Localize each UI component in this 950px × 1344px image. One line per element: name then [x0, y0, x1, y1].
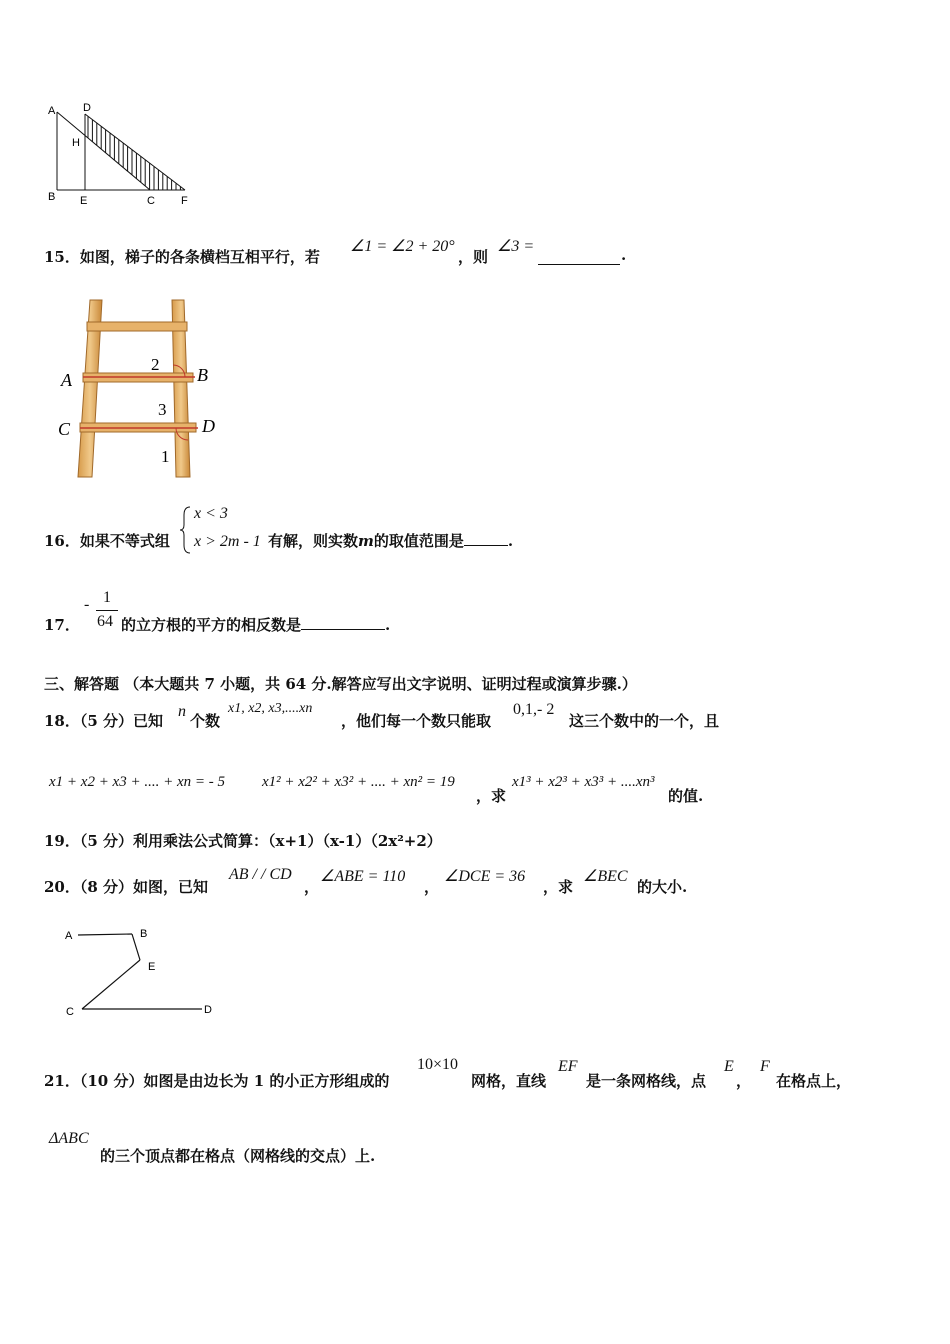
- q18-equation-squares: x1² + x2² + x3² + .... + xn² = 19: [262, 774, 455, 790]
- q15-answer-blank: [538, 250, 620, 265]
- q15-mid-text: ，则: [458, 248, 489, 266]
- q20-angle-dce: ∠DCE = 36: [444, 868, 526, 885]
- q18-ask-post: 的值.: [668, 787, 704, 805]
- q16-inequality-1: x < 3: [194, 505, 228, 522]
- q21-grid: 10×10: [417, 1056, 459, 1073]
- q17-minus: -: [84, 596, 90, 613]
- q17-numerator: 1: [103, 589, 111, 606]
- fig15-label-d: D: [202, 416, 215, 436]
- fig15-label-c: C: [58, 419, 71, 439]
- q15-prefix: 15．如图，梯子的各条横档互相平行，若: [44, 248, 320, 266]
- q16-end: .: [507, 532, 514, 550]
- q17-num: 17．: [44, 616, 80, 634]
- q20-parallel: AB / / CD: [229, 866, 292, 883]
- q15-ask-formula: ∠3 =: [497, 238, 535, 255]
- fig20-label-e: E: [148, 961, 156, 973]
- q15-end: .: [621, 246, 627, 264]
- question-19: 19．（5 分）利用乘法公式简算：（x+1）（x-1）（2x²+2）: [44, 832, 442, 850]
- fig20-label-c: C: [66, 1006, 74, 1018]
- q18-prefix: 18．（5 分）已知: [44, 712, 164, 730]
- q18-equation-sum: x1 + x2 + x3 + .... + xn = - 5: [49, 774, 225, 790]
- q21-text1: 网格，直线: [471, 1072, 547, 1090]
- q18-text2: ，他们每一个数只能取: [341, 712, 492, 730]
- q18-text3: 这三个数中的一个，且: [569, 712, 720, 730]
- q21-prefix: 21．（10 分）如图是由边长为 1 的小正方形组成的: [44, 1072, 390, 1090]
- q16-suffix-b: 的取值范围是: [373, 532, 464, 550]
- fig14-label-b: B: [48, 191, 56, 203]
- q16-brace: [180, 505, 192, 555]
- q20-angle-abe: ∠ABE = 110: [320, 868, 406, 885]
- section-3-title: 三、解答题 （本大题共 7 小题，共 64 分.解答应写出文字说明、证明过程或演算步骤.）: [44, 675, 637, 693]
- q20-prefix: 20．（8 分）如图，已知: [44, 878, 209, 896]
- fig20-label-d: D: [204, 1004, 212, 1016]
- q20-ask-post: 的大小.: [637, 878, 688, 896]
- fig20-label-a: A: [65, 930, 73, 942]
- fig15-label-3: 3: [158, 400, 167, 419]
- q20-angle-bec: ∠BEC: [583, 868, 628, 885]
- q17-denominator: 64: [97, 613, 113, 630]
- fig14-label-c: C: [147, 195, 155, 207]
- q16-suffix-a: 有解，则实数: [268, 532, 359, 550]
- q16-suffix: [268, 530, 513, 551]
- q16-inequality-2: x > 2m - 1: [194, 533, 261, 550]
- q20-comma-2: ，: [424, 878, 440, 896]
- fig14-label-h: H: [72, 137, 80, 149]
- fig15-label-b: B: [197, 365, 208, 385]
- q17-end: .: [385, 616, 391, 634]
- fig20-label-b: B: [140, 928, 148, 940]
- question-15: [44, 246, 320, 267]
- q17-text: [121, 614, 390, 635]
- q21-text2: 是一条网格线，点: [586, 1072, 707, 1090]
- q21-comma: ，: [736, 1072, 752, 1090]
- q20-ask-pre: ，求: [543, 878, 574, 896]
- q17-fraction-bar: [96, 610, 118, 611]
- figure-q14-shadow-triangles: [40, 100, 200, 210]
- q21-text4: 的三个顶点都在格点（网格线的交点）上.: [100, 1147, 376, 1165]
- figure-q20: [60, 925, 240, 1025]
- q18-xs: x1, x2, x3,....xn: [228, 701, 313, 716]
- fig14-label-e: E: [80, 195, 88, 207]
- q17-answer-blank: [301, 615, 385, 630]
- q16-var-m: m: [358, 532, 374, 550]
- q20-comma-1: ，: [304, 878, 320, 896]
- figure-q15-ladder: [55, 295, 230, 480]
- q15-condition-formula: ∠1 = ∠2 + 20°: [350, 238, 455, 255]
- fig14-label-d: D: [83, 102, 91, 114]
- q21-f: F: [760, 1058, 770, 1075]
- q18-n: n: [178, 703, 186, 720]
- fig15-label-a: A: [61, 370, 72, 390]
- q17-body: 的立方根的平方的相反数是: [121, 616, 302, 634]
- q21-triangle: ΔABC: [49, 1130, 89, 1147]
- fig14-label-a: A: [48, 105, 56, 117]
- q16-answer-blank: [464, 531, 508, 546]
- fig15-label-2: 2: [151, 355, 160, 374]
- fig15-label-1: 1: [161, 447, 170, 466]
- q21-e: E: [724, 1058, 734, 1075]
- q21-text3: 在格点上，: [776, 1072, 852, 1090]
- q21-ef: EF: [558, 1058, 578, 1075]
- q18-values: 0,1,- 2: [513, 701, 555, 718]
- fig14-label-f: F: [181, 195, 188, 207]
- q18-text1: 个数: [190, 712, 221, 730]
- q16-prefix: 16．如果不等式组: [44, 532, 170, 550]
- q18-equation-cubes: x1³ + x2³ + x3³ + ....xn³: [512, 774, 655, 790]
- q18-ask-pre: ，求: [476, 787, 507, 805]
